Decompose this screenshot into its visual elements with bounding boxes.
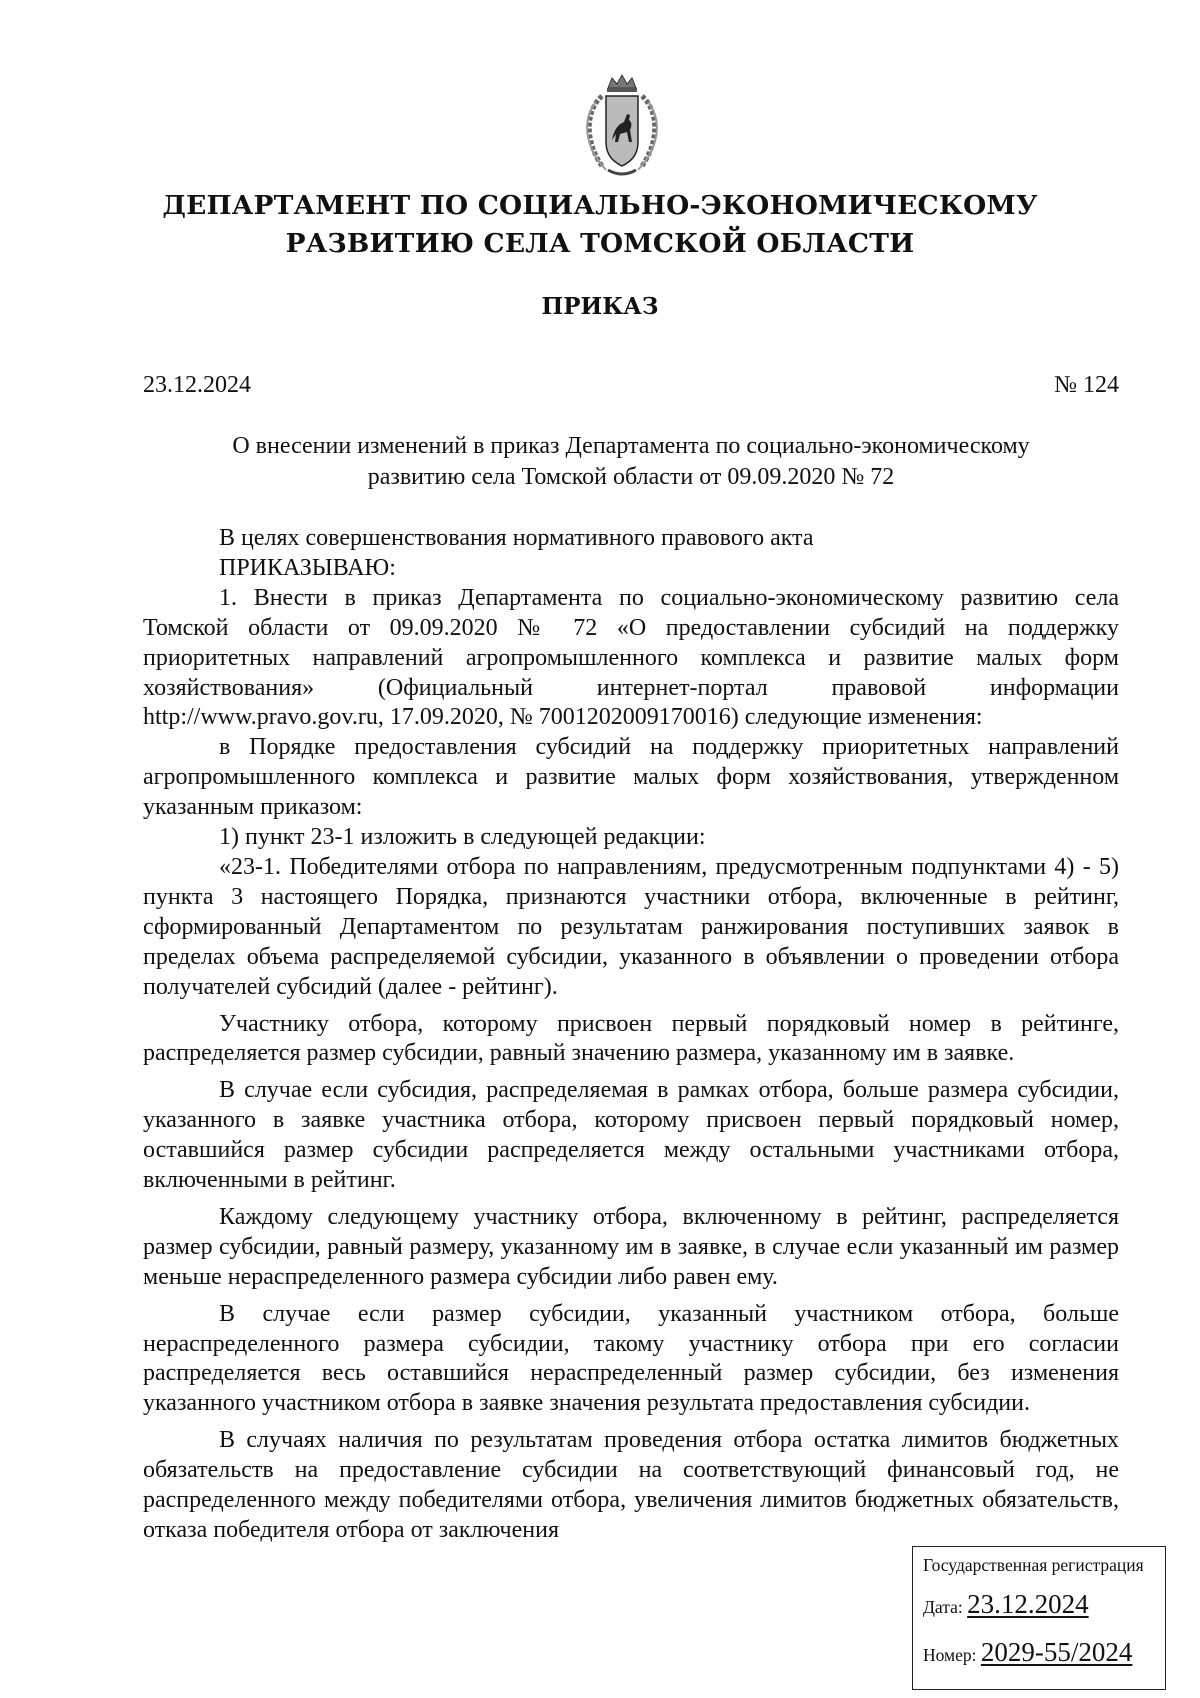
body-paragraph: 1. Внести в приказ Департамента по социально-экономическому развитию села Томской области от 09.09.2020 № 72 «О предоставлении субсидий на поддержку приоритетных направлений агропромышленного комплекса и развитие малых форм хозяйствования» (Официальный интернет-портал правовой информации http://www.pravo.gov.ru, 17.09.2020, № 7001202009170016) следующие изменения: xyxy=(143,584,1119,731)
subject-line-2: развитию села Томской области от 09.09.2020 № 72 xyxy=(367,464,895,490)
document-date: 23.12.2024 xyxy=(143,372,251,398)
body-paragraph: ПРИКАЗЫВАЮ: xyxy=(219,554,396,581)
body-paragraph: Участнику отбора, которому присвоен первый порядковый номер в рейтинге, распределяется размер субсидии, равный значению размера, указанному им в заявке. xyxy=(143,1010,1119,1067)
document-number: № 124 xyxy=(1054,372,1119,398)
stamp-title: Государственная регистрация xyxy=(923,1555,1144,1575)
body-paragraph: В случаях наличия по результатам проведения отбора остатка лимитов бюджетных обязательств на предоставление субсидии на соответствующий финансовый год, не распределенного между победителями отбора, увеличения лимитов бюджетных обязательств, отказа победителя отбора от заключения xyxy=(143,1427,1119,1543)
body-paragraph: 1) пункт 23-1 изложить в следующей редакции: xyxy=(219,824,706,851)
header-line-1: ДЕПАРТАМЕНТ ПО СОЦИАЛЬНО-ЭКОНОМИЧЕСКОМУ xyxy=(162,190,1038,221)
body-paragraph: В целях совершенствования нормативного правового акта xyxy=(219,525,814,551)
document-body xyxy=(143,524,1119,1546)
document-subject xyxy=(143,431,1119,493)
body-paragraph: Каждому следующему участнику отбора, включенному в рейтинг, распределяется размер субсидии, равный размеру, указанному им в заявке, в случае если указанный им размер меньше нераспределенного размера субсидии либо равен ему. xyxy=(143,1203,1119,1290)
header-line-2: РАЗВИТИЮ СЕЛА ТОМСКОЙ ОБЛАСТИ xyxy=(285,228,915,259)
body-paragraph: «23-1. Победителями отбора по направлениям, предусмотренным подпунктами 4) - 5) пункта 3 настоящего Порядка, признаются участники отбора, включенные в рейтинг, сформированный Департаментом по результатам ранжирования поступивших заявок в пределах объема распределяемой субсидии, указанного в объявлении о проведении отбора получателей субсидий (далее - рейтинг). xyxy=(143,853,1119,1000)
stamp-number-value: 2029-55/2024 xyxy=(980,1637,1133,1667)
coat-of-arms-icon xyxy=(572,70,672,182)
document-type: ПРИКАЗ xyxy=(541,293,659,320)
stamp-date-row xyxy=(923,1589,1089,1620)
body-paragraph: В случае если субсидия, распределяемая в рамках отбора, больше размера субсидии, указанного в заявке участника отбора, которому присвоен первый порядковый номер, оставшийся размер субсидии распределяется между остальными участниками отбора, включенными в рейтинг. xyxy=(143,1077,1119,1194)
stamp-date-label: Дата: xyxy=(923,1597,963,1617)
registration-stamp xyxy=(912,1546,1166,1690)
stamp-date-value: 23.12.2024 xyxy=(967,1589,1089,1619)
subject-line-1: О внесении изменений в приказ Департамента по социально-экономическому xyxy=(232,433,1030,459)
stamp-number-label: Номер: xyxy=(923,1645,977,1665)
body-paragraph: в Порядке предоставления субсидий на поддержку приоритетных направлений агропромышленного комплекса и развитие малых форм хозяйствования, утвержденном указанным приказом: xyxy=(143,734,1119,821)
stamp-number-row xyxy=(923,1637,1132,1668)
body-paragraph: В случае если размер субсидии, указанный участником отбора, больше нераспределенного размера субсидии, такому участнику отбора при его согласии распределяется весь оставшийся нераспределенный размер субсидии, без изменения указанного участником отбора в заявке значения результата предоставления субсидии. xyxy=(143,1300,1119,1417)
department-header xyxy=(0,187,1200,263)
